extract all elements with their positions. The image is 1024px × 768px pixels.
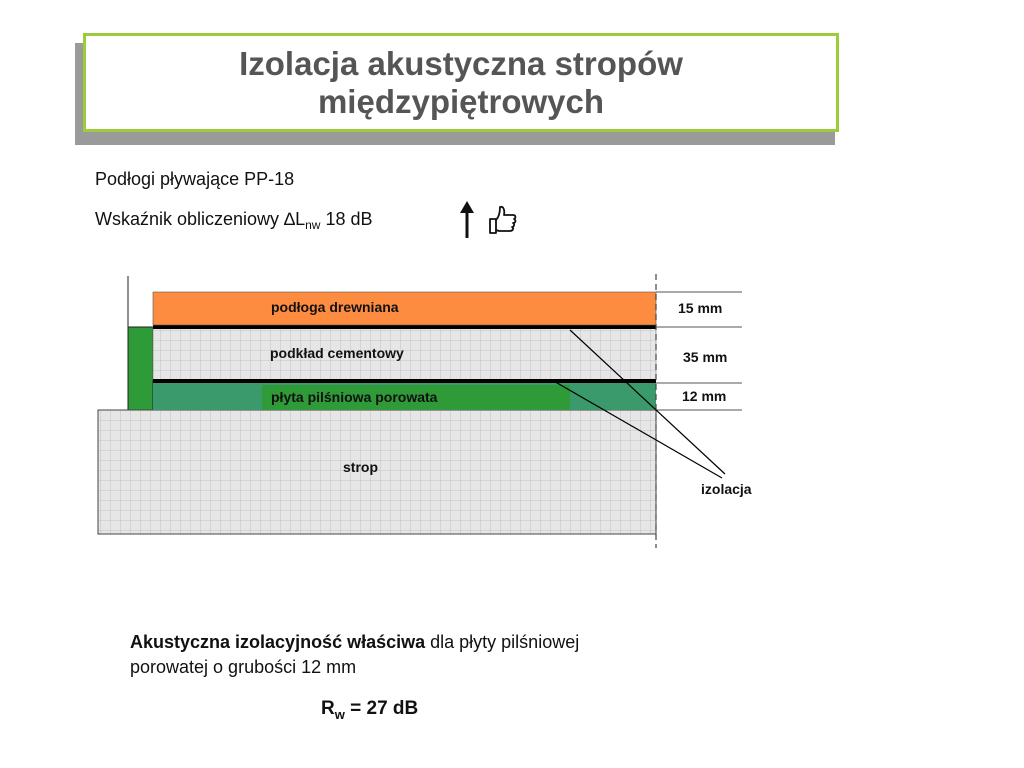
title-line-1: Izolacja akustyczna stropów (239, 44, 683, 82)
index-value: 18 dB (325, 209, 373, 229)
floor-type-label: Podłogi pływające PP-18 (95, 169, 295, 189)
acoustic-description-rest: dla płyty pilśniowej porowatej o grubości 12 mm (130, 632, 580, 677)
formula-value: = 27 dB (344, 698, 419, 719)
formula-prefix: R (321, 698, 335, 719)
slab-layer-label: strop (343, 459, 378, 475)
cement-thickness-label: 35 mm (683, 349, 728, 365)
acoustic-description (130, 630, 630, 680)
wood-floor-layer (153, 292, 656, 325)
index-prefix: Wskaźnik obliczeniowy ∆L (95, 209, 306, 229)
rw-formula (321, 698, 418, 722)
insulation-label: izolacja (701, 481, 752, 497)
fiberboard-thickness-label: 12 mm (682, 388, 727, 404)
wood-thickness-label: 15 mm (678, 300, 723, 316)
title-line-2: międzypiętrowych (317, 82, 605, 120)
acoustic-description-bold: Akustyczna izolacyjność właściwa (130, 632, 426, 652)
index-subscript: nw (305, 218, 321, 232)
fiberboard-layer-label: płyta pilśniowa porowata (271, 389, 438, 405)
cement-layer-label: podkład cementowy (270, 345, 404, 361)
wood-layer-label: podłoga drewniana (271, 299, 399, 315)
edge-insulation-strip (128, 327, 153, 410)
cement-layer (153, 327, 656, 380)
formula-subscript: w (334, 707, 345, 722)
